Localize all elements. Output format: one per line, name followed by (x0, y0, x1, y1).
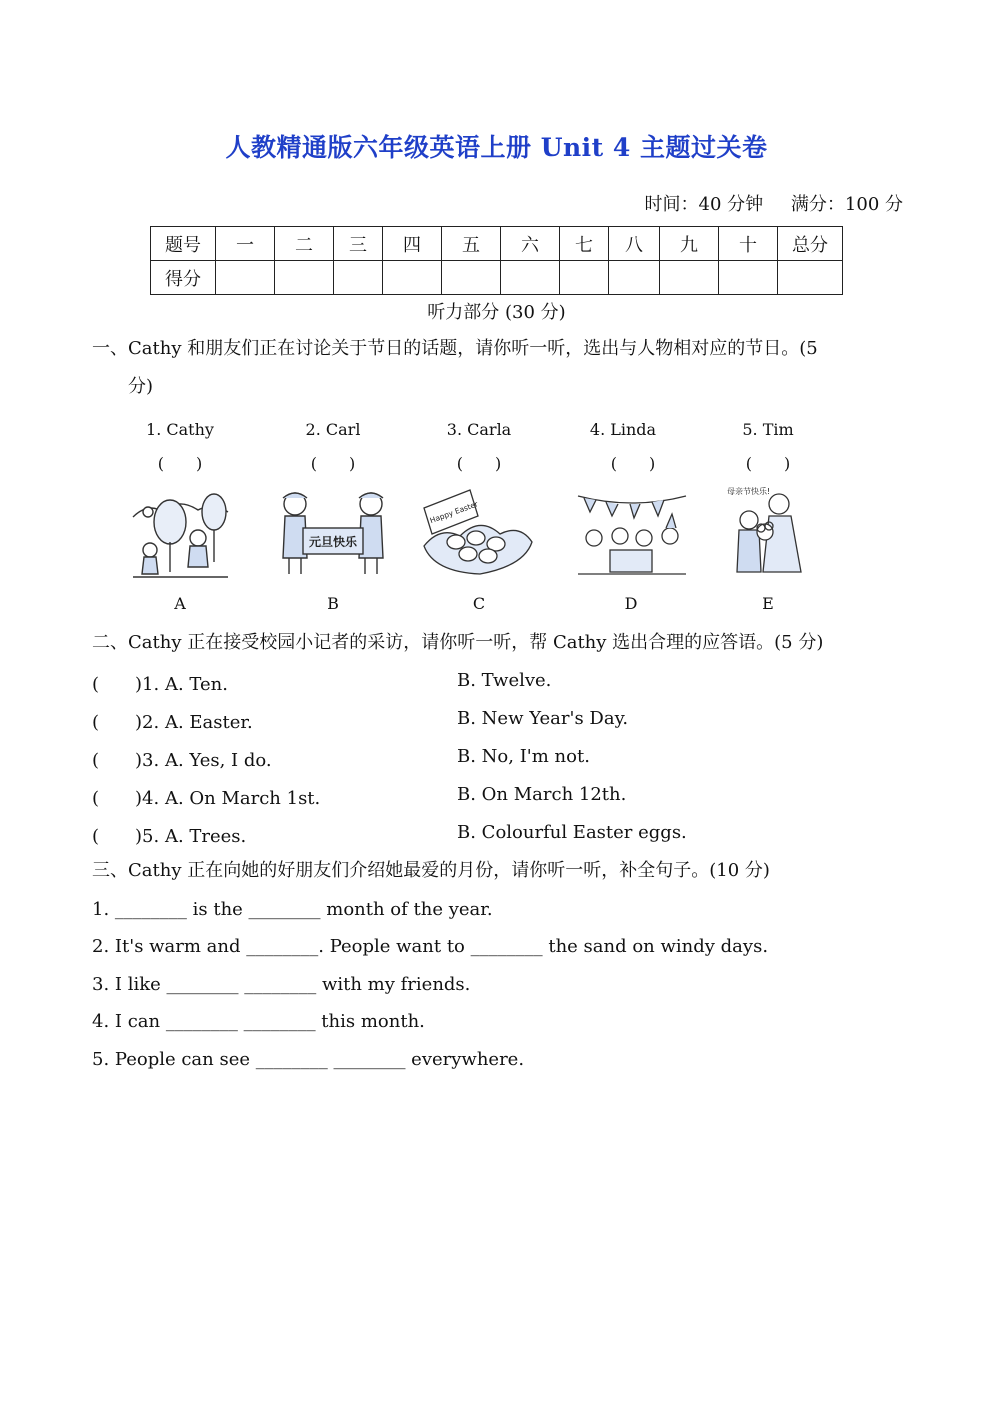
score-header-cell: 十 (719, 227, 778, 261)
mothers-day-text: 母亲节快乐! (727, 487, 771, 496)
score-header-cell: 六 (501, 227, 560, 261)
listening-header: 听力部分 (30 分) (427, 302, 566, 323)
picture-letter-d: D (624, 594, 638, 613)
score-cell[interactable] (660, 261, 719, 295)
score-cell[interactable] (560, 261, 609, 295)
option-b[interactable]: B. On March 12th. (457, 784, 627, 805)
picture-a-tree-planting (128, 482, 232, 582)
option-b[interactable]: B. No, I'm not. (457, 746, 590, 767)
score-cell[interactable] (719, 261, 778, 295)
question-row (92, 746, 892, 774)
person-label-linda: 4. Linda (589, 420, 657, 439)
answer-blank[interactable]: ( ) (745, 454, 791, 473)
option-b[interactable]: B. Colourful Easter eggs. (457, 822, 687, 843)
score-row-label: 得分 (151, 261, 216, 295)
section1-title-line2: 分) (128, 376, 154, 397)
picture-e-mothers-day (723, 482, 813, 578)
person-label-cathy: 1. Cathy (146, 420, 214, 439)
score-cell[interactable] (216, 261, 275, 295)
score-header-cell: 二 (275, 227, 334, 261)
score-cell[interactable] (609, 261, 660, 295)
person-label-carl: 2. Carl (305, 420, 361, 439)
picture-letter-a: A (174, 594, 186, 613)
score-header-cell: 总分 (778, 227, 843, 261)
option-b[interactable]: B. Twelve. (457, 670, 552, 691)
score-cell[interactable] (334, 261, 383, 295)
score-header-cell: 三 (334, 227, 383, 261)
person-label-tim: 5. Tim (742, 420, 794, 439)
option-a[interactable]: ( )1. A. Ten. (92, 674, 228, 695)
option-b[interactable]: B. New Year's Day. (457, 708, 629, 729)
score-header-cell: 五 (442, 227, 501, 261)
picture-letter-e: E (762, 594, 774, 613)
page-title: 人教精通版六年级英语上册 Unit 4 主题过关卷 (225, 133, 768, 162)
section1-title (92, 330, 907, 406)
option-a[interactable]: ( )3. A. Yes, I do. (92, 750, 272, 771)
answer-blank[interactable]: ( ) (610, 454, 656, 473)
fill-sentence[interactable]: 4. I can ________ ________ this month. (92, 1011, 425, 1032)
score-cell[interactable] (442, 261, 501, 295)
score-table-header-row (151, 227, 843, 261)
person-label-carla: 3. Carla (446, 420, 512, 439)
time-label: 时间：40 分钟 (644, 194, 764, 215)
score-table-score-row (151, 261, 843, 295)
time-score-info (623, 190, 903, 216)
section2-title: 二、Cathy 正在接受校园小记者的采访，请你听一听，帮 Cathy 选出合理的应答语。(5 分) (92, 632, 824, 653)
section1-title-line1: 一、Cathy 和朋友们正在讨论关于节日的话题，请你听一听，选出与人物相对应的节日。(5 (92, 338, 818, 359)
score-cell[interactable] (275, 261, 334, 295)
picture-c-easter-eggs (420, 486, 536, 582)
fill-sentence[interactable]: 1. ________ is the ________ month of the year. (92, 899, 493, 920)
fill-sentence[interactable]: 5. People can see ________ ________ everywhere. (92, 1049, 525, 1070)
full-score-label: 满分：100 分 (790, 194, 903, 215)
picture-d-birthday-party (574, 486, 690, 578)
score-table (150, 226, 843, 295)
score-cell[interactable] (501, 261, 560, 295)
question-row (92, 822, 892, 850)
section3-title: 三、Cathy 正在向她的好朋友们介绍她最爱的月份，请你听一听，补全句子。(10 分) (92, 860, 770, 881)
score-cell[interactable] (778, 261, 843, 295)
question-row (92, 670, 892, 698)
answer-blank[interactable]: ( ) (456, 454, 502, 473)
answer-blank[interactable]: ( ) (157, 454, 203, 473)
fill-sentence[interactable]: 3. I like ________ ________ with my friends. (92, 974, 471, 995)
banner-text: 元旦快乐 (308, 535, 358, 549)
picture-letter-c: C (472, 594, 486, 613)
answer-blank[interactable]: ( ) (310, 454, 356, 473)
card-text: Happy Easter (428, 499, 480, 526)
picture-letter-b: B (327, 594, 339, 613)
score-cell[interactable] (383, 261, 442, 295)
option-a[interactable]: ( )5. A. Trees. (92, 826, 247, 847)
score-header-cell: 一 (216, 227, 275, 261)
score-header-cell: 八 (609, 227, 660, 261)
fill-sentence[interactable]: 2. It's warm and ________. People want to ________ the sand on windy days. (92, 936, 769, 957)
score-header-cell: 四 (383, 227, 442, 261)
question-row (92, 708, 892, 736)
picture-b-new-years-banner (275, 488, 391, 576)
option-a[interactable]: ( )4. A. On March 1st. (92, 788, 321, 809)
score-header-cell: 题号 (151, 227, 216, 261)
score-header-cell: 七 (560, 227, 609, 261)
score-header-cell: 九 (660, 227, 719, 261)
question-row (92, 784, 892, 812)
option-a[interactable]: ( )2. A. Easter. (92, 712, 253, 733)
